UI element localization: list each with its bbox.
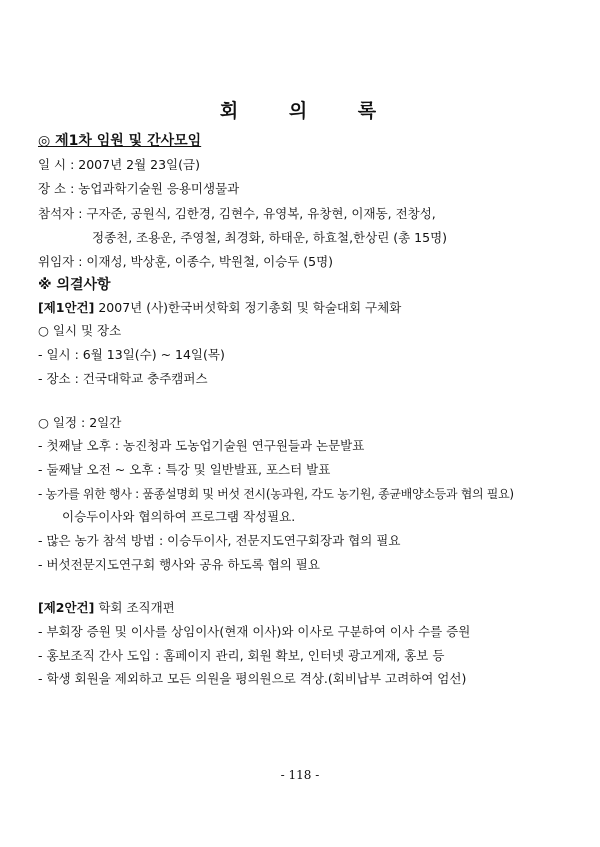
agenda1-farmers-line-1: - 농가를 위한 행사 : 품종설명회 및 버섯 전시(농과원, 각도 농기원, 종균배양소등과 협의 필요) xyxy=(38,487,514,501)
agenda1-venue: - 장소 : 건국대학교 충주캠퍼스 xyxy=(38,371,208,386)
meeting-place: 장 소 : 농업과학기술원 응용미생물과 xyxy=(38,181,240,196)
meeting-date: 일 시 : 2007년 2월 23일(금) xyxy=(38,157,200,172)
agenda1-schedule-head: ○ 일시 및 장소 xyxy=(38,323,122,338)
agenda2-item-3: - 학생 회원을 제외하고 모든 의원을 평의원으로 격상.(회비납부 고려하여 엄선) xyxy=(38,671,467,686)
delegates-line: 위임자 : 이재성, 박상훈, 이종수, 박원철, 이승두 (5명) xyxy=(38,254,334,269)
agenda1-day2: - 둘째날 오전 ~ 오후 : 특강 및 일반발표, 포스터 발표 xyxy=(38,462,331,477)
agenda1-day1: - 첫째날 오후 : 농진청과 도농업기술원 연구원들과 논문발표 xyxy=(38,438,365,453)
resolutions-heading: ※ 의결사항 xyxy=(38,277,111,293)
page-number: - 118 - xyxy=(280,768,320,782)
agenda1-visit: - 많은 농가 참석 방법 : 이승두이사, 전문지도연구회장과 협의 필요 xyxy=(38,533,401,548)
document-title: 회 의 록 xyxy=(219,100,399,122)
agenda2-item-1: - 부회장 증원 및 이사를 상임이사(현재 이사)와 이사로 구분하여 이사 수를 증원 xyxy=(38,624,471,639)
meeting-heading: ◎ 제1차 임원 및 간사모임 xyxy=(38,133,202,149)
agenda1-title: 2007년 (사)한국버섯학회 정기총회 및 학술대회 구체화 xyxy=(94,300,402,315)
agenda1-title-line xyxy=(38,300,401,316)
agenda2-title-line xyxy=(38,600,175,616)
attendees-line-2: 정종천, 조용운, 주영철, 최경화, 하태운, 하효철,한상린 (총 15명) xyxy=(92,230,448,245)
agenda1-dates: - 일시 : 6월 13일(수) ~ 14일(목) xyxy=(38,347,225,362)
agenda2-item-2: - 홍보조직 간사 도입 : 홈페이지 관리, 회원 확보, 인터넷 광고게재, 홍보 등 xyxy=(38,648,445,663)
agenda1-plan-head: ○ 일정 : 2일간 xyxy=(38,415,122,430)
agenda1-joint: - 버섯전문지도연구회 행사와 공유 하도록 협의 필요 xyxy=(38,557,320,572)
agenda1-farmers-line-2: 이승두이사와 협의하여 프로그램 작성필요. xyxy=(62,509,296,524)
agenda2-tag: [제2안건] xyxy=(38,600,95,615)
agenda1-tag: [제1안건] xyxy=(38,300,95,315)
attendees-line-1: 참석자 : 구자준, 공원식, 김한경, 김현수, 유영복, 유창현, 이재동, 전창성, xyxy=(38,206,436,221)
agenda2-title: 학회 조직개편 xyxy=(94,600,175,615)
